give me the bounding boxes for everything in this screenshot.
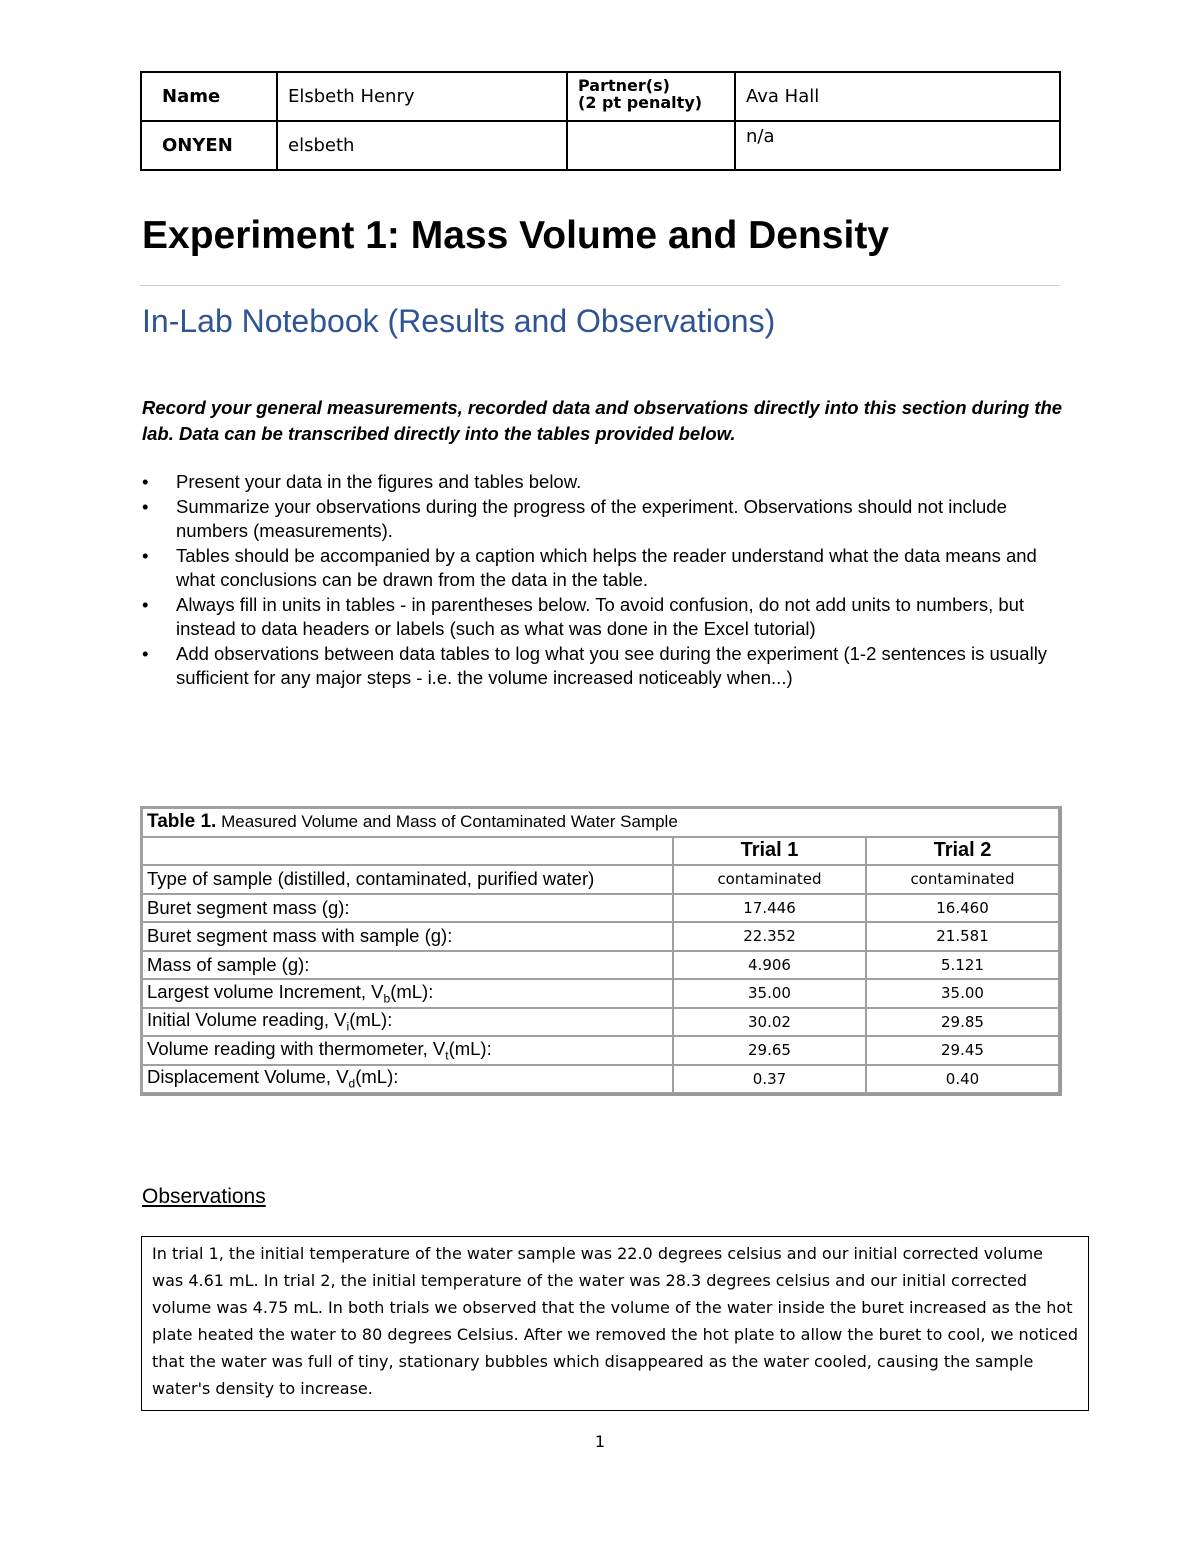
table-row — [142, 1065, 1059, 1094]
trial-2-value[interactable]: 0.40 — [866, 1065, 1059, 1094]
row-label-subscript: i — [346, 1020, 350, 1035]
trial-1-value[interactable]: 22.352 — [673, 922, 866, 951]
bullet-item — [142, 470, 1062, 495]
row-label-subscript: d — [348, 1077, 356, 1092]
bullet-item — [142, 642, 1062, 691]
table-header-row — [142, 837, 1059, 866]
row-label-text: Initial Volume reading, V — [147, 1009, 347, 1031]
section-subtitle: In-Lab Notebook (Results and Observations) — [142, 303, 776, 339]
row-label-subscript: t — [445, 1048, 449, 1063]
trial-1-value[interactable]: 4.906 — [673, 951, 866, 980]
bullet-item — [142, 495, 1062, 544]
bullet-icon: • — [142, 593, 149, 615]
observations-heading: Observations — [142, 1185, 266, 1208]
table-caption — [142, 808, 1059, 837]
title-divider — [140, 285, 1059, 286]
row-label — [142, 1036, 673, 1065]
row-label-text: Largest volume Increment, V — [147, 980, 384, 1002]
column-header-trial-2: Trial 2 — [866, 837, 1059, 866]
student-info-table — [140, 71, 1061, 171]
partner-onyen-field[interactable]: n/a — [735, 121, 1060, 170]
trial-1-value[interactable]: 29.65 — [673, 1036, 866, 1065]
table-caption-row — [142, 808, 1059, 837]
table-row — [142, 865, 1059, 894]
instruction-bullets — [142, 470, 1062, 691]
partner-field[interactable]: Ava Hall — [735, 72, 1060, 121]
bullet-item — [142, 544, 1062, 593]
row-label-unit: (mL): — [355, 1066, 399, 1088]
instructions-text: Record your general measurements, recorded data and observations directly into this section during the lab. Data can be transcribed directly into the tables provided below. — [142, 397, 1063, 444]
info-row-onyen — [141, 121, 1060, 170]
trial-2-value[interactable]: 29.85 — [866, 1008, 1059, 1037]
trial-1-value[interactable]: contaminated — [673, 865, 866, 894]
bullet-text: Summarize your observations during the progress of the experiment. Observations should not include numbers (measurements). — [176, 495, 1007, 541]
table-row — [142, 894, 1059, 923]
table-row — [142, 1008, 1059, 1037]
table-caption-label: Table 1. — [147, 811, 217, 833]
row-label — [142, 1065, 673, 1094]
trial-2-value[interactable]: contaminated — [866, 865, 1059, 894]
row-label — [142, 979, 673, 1008]
trial-1-value[interactable]: 17.446 — [673, 894, 866, 923]
partner-label-text: Partner(s) — [578, 76, 670, 95]
bullet-icon: • — [142, 642, 149, 664]
trial-1-value[interactable]: 30.02 — [673, 1008, 866, 1037]
bullet-text: Tables should be accompanied by a caption which helps the reader understand what the data means and what conclusions can be drawn from the data in the table. — [176, 544, 1037, 590]
observations-textbox[interactable]: In trial 1, the initial temperature of the water sample was 22.0 degrees celsius and our initial corrected volume was 4.61 mL. In trial 2, the initial temperature of the water was 28.3 degrees celsius and our initial corrected volume was 4.75 mL. In both trials we observed that the volume of the water inside the buret increased as the hot plate heated the water to 80 degrees Celsius. After we removed the hot plate to allow the buret to cool, we noticed that the water was full of tiny, stationary bubbles which disappeared as the water cooled, causing the sample water's density to increase. — [141, 1236, 1089, 1411]
info-row-name — [141, 72, 1060, 121]
trial-2-value[interactable]: 5.121 — [866, 951, 1059, 980]
data-table-1 — [140, 806, 1062, 1096]
partner-label — [567, 72, 735, 121]
bullet-icon: • — [142, 495, 149, 517]
row-label: Buret segment mass (g): — [142, 894, 673, 923]
table-row — [142, 951, 1059, 980]
column-header-trial-1: Trial 1 — [673, 837, 866, 866]
partner-penalty-note: (2 pt penalty) — [578, 93, 703, 112]
table-row — [142, 922, 1059, 951]
bullet-icon: • — [142, 544, 149, 566]
row-label-unit: (mL): — [390, 980, 434, 1002]
trial-2-value[interactable]: 35.00 — [866, 979, 1059, 1008]
row-label-text: Displacement Volume, V — [147, 1066, 349, 1088]
row-label: Type of sample (distilled, contaminated, purified water) — [142, 865, 673, 894]
table-row — [142, 1036, 1059, 1065]
row-label: Buret segment mass with sample (g): — [142, 922, 673, 951]
name-label: Name — [141, 72, 277, 121]
row-label — [142, 1008, 673, 1037]
bullet-item — [142, 593, 1062, 642]
table-row — [142, 979, 1059, 1008]
bullet-text: Add observations between data tables to log what you see during the experiment (1-2 sentences is usually sufficient for any major steps - i.e. the volume increased noticeably when...) — [176, 642, 1048, 688]
name-field[interactable]: Elsbeth Henry — [277, 72, 567, 121]
row-label-unit: (mL): — [349, 1009, 393, 1031]
page-title: Experiment 1: Mass Volume and Density — [142, 214, 889, 257]
bullet-text: Present your data in the figures and tables below. — [176, 471, 582, 492]
trial-2-value[interactable]: 21.581 — [866, 922, 1059, 951]
row-label-unit: (mL): — [448, 1037, 492, 1059]
table-caption-text: Measured Volume and Mass of Contaminated Water Sample — [221, 812, 678, 832]
trial-2-value[interactable]: 16.460 — [866, 894, 1059, 923]
page-number: 1 — [594, 1432, 606, 1451]
onyen-label: ONYEN — [141, 121, 277, 170]
trial-1-value[interactable]: 0.37 — [673, 1065, 866, 1094]
row-label: Mass of sample (g): — [142, 951, 673, 980]
onyen-field[interactable]: elsbeth — [277, 121, 567, 170]
row-label-subscript: b — [383, 991, 391, 1006]
table-header-blank — [142, 837, 673, 866]
bullet-icon: • — [142, 471, 149, 492]
trial-2-value[interactable]: 29.45 — [866, 1036, 1059, 1065]
trial-1-value[interactable]: 35.00 — [673, 979, 866, 1008]
empty-cell — [567, 121, 735, 170]
row-label-text: Volume reading with thermometer, V — [147, 1037, 446, 1059]
bullet-text: Always fill in units in tables - in parentheses below. To avoid confusion, do not add units to numbers, but instead to data headers or labels (such as what was done in the Excel tutorial) — [176, 593, 1025, 639]
